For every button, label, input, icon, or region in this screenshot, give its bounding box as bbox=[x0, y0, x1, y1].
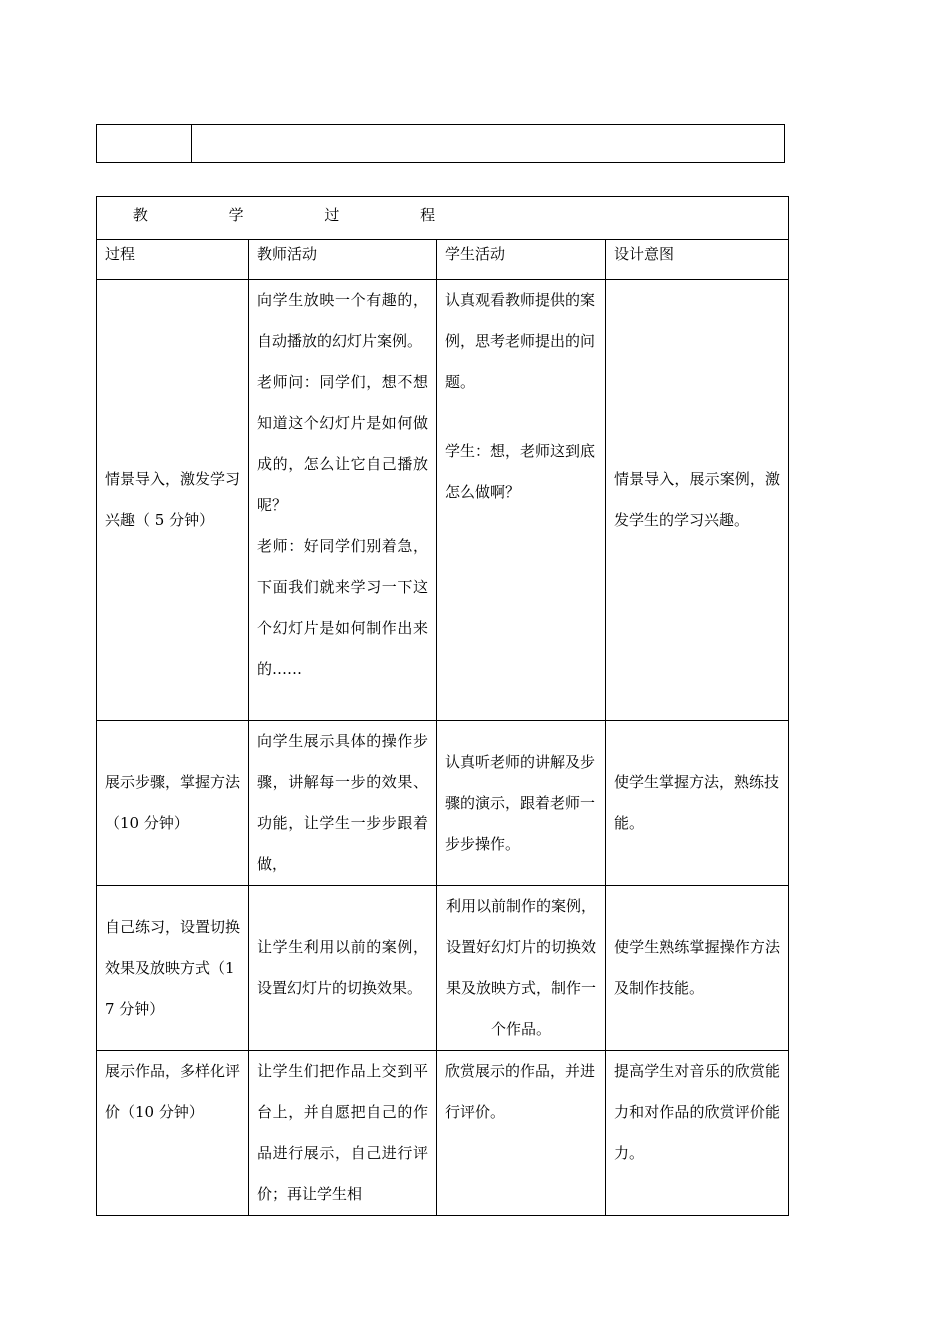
header-info-label-cell bbox=[97, 125, 192, 163]
header-info-row bbox=[97, 125, 785, 163]
design-intent-cell: 使学生掌握方法，熟练技能。 bbox=[606, 721, 789, 886]
teacher-activity-cell: 向学生展示具体的操作步骤，讲解每一步的效果、功能，让学生一步步跟着做， bbox=[249, 721, 437, 886]
header-info-value-cell bbox=[192, 125, 785, 163]
student-activity-cell: 利用以前制作的案例，设置好幻灯片的切换效果及放映方式，制作一个作品。 bbox=[437, 886, 606, 1051]
student-activity-text: 学生：想，老师这到底怎么做啊？ bbox=[445, 442, 596, 501]
design-intent-cell: 使学生熟练掌握操作方法及制作技能。 bbox=[606, 886, 789, 1051]
table-title-row bbox=[97, 197, 789, 240]
design-intent-cell: 提高学生对音乐的欣赏能力和对作品的欣赏评价能力。 bbox=[606, 1051, 789, 1216]
student-activity-cell: 认真听老师的讲解及步骤的演示，跟着老师一步步操作。 bbox=[437, 721, 606, 886]
teacher-activity-text: 向学生放映一个有趣的，自动播放的幻灯片案例。 bbox=[257, 291, 428, 350]
header-info-table bbox=[96, 124, 785, 163]
student-activity-text: 认真观看教师提供的案例，思考老师提出的问题。 bbox=[445, 291, 596, 391]
section-title: 教 学 过 程 bbox=[132, 206, 474, 224]
design-intent-cell: 情景导入，展示案例，激发学生的学习兴趣。 bbox=[606, 280, 789, 721]
paragraph-gap bbox=[445, 403, 597, 431]
teacher-activity-cell: 让学生们把作品上交到平台上，并自愿把自己的作品进行展示，自己进行评价；再让学生相 bbox=[249, 1051, 437, 1216]
header-design-intent: 设计意图 bbox=[606, 240, 789, 280]
process-cell: 情景导入，激发学习兴趣（ 5 分钟） bbox=[97, 280, 249, 721]
process-cell: 展示步骤，掌握方法（10 分钟） bbox=[97, 721, 249, 886]
column-header-row bbox=[97, 240, 789, 280]
table-row bbox=[97, 721, 789, 886]
teacher-activity-cell: 让学生利用以前的案例，设置幻灯片的切换效果。 bbox=[249, 886, 437, 1051]
table-row bbox=[97, 886, 789, 1051]
teacher-activity-text: 老师：好同学们别着急，下面我们就来学习一下这个幻灯片是如何制作出来的…… bbox=[257, 537, 428, 678]
teacher-activity-text: 老师问：同学们，想不想知道这个幻灯片是如何做成的，怎么让它自己播放呢？ bbox=[257, 373, 428, 514]
header-teacher-activity: 教师活动 bbox=[249, 240, 437, 280]
header-process: 过程 bbox=[97, 240, 249, 280]
header-student-activity: 学生活动 bbox=[437, 240, 606, 280]
student-activity-cell: 欣赏展示的作品，并进行评价。 bbox=[437, 1051, 606, 1216]
student-activity-cell bbox=[437, 280, 606, 721]
process-cell: 自己练习，设置切换效果及放映方式（17 分钟） bbox=[97, 886, 249, 1051]
table-row bbox=[97, 1051, 789, 1216]
teaching-process-table bbox=[96, 196, 789, 1216]
process-cell: 展示作品，多样化评价（10 分钟） bbox=[97, 1051, 249, 1216]
teacher-activity-cell bbox=[249, 280, 437, 721]
table-title-cell bbox=[97, 197, 789, 240]
table-row bbox=[97, 280, 789, 721]
